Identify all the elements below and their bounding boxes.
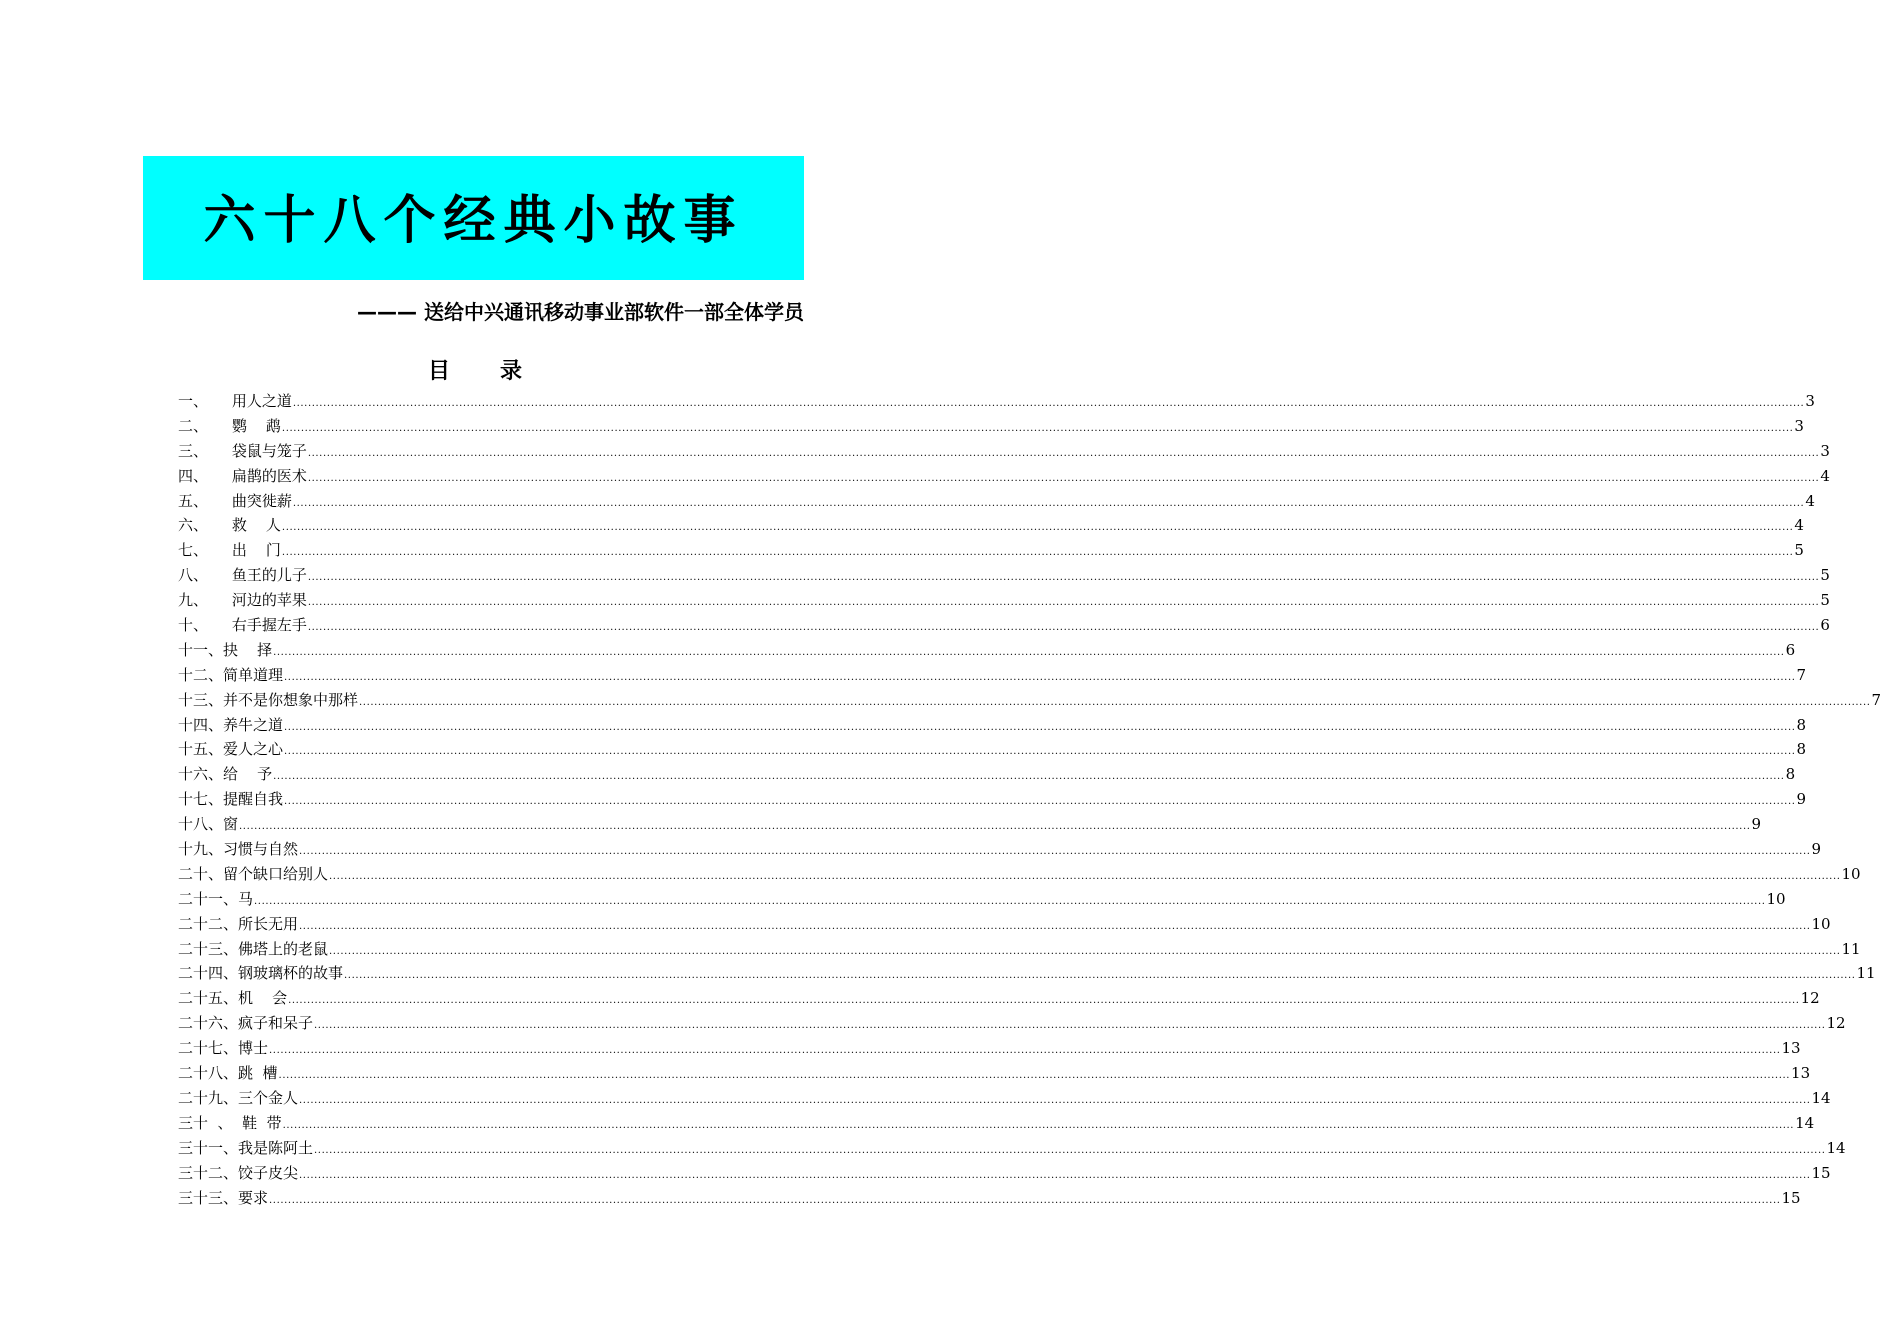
toc-entry[interactable] [178,1061,1811,1086]
toc-entry-label: 二、 鹦 鹉 [178,416,281,435]
toc-entry-label: 六、 救 人 [178,516,281,535]
toc-leader-dots: ................................................................................................................................................................................................................................................................................................................................................................................................................ [269,1194,1781,1206]
toc-entry[interactable] [178,787,1807,812]
toc-entry-page: 3 [1794,416,1804,435]
toc-leader-dots: ................................................................................................................................................................................................................................................................................................................................................................................................................ [273,646,1785,658]
toc-entry-label: 三十三、要求 [178,1188,269,1207]
toc-entry-page: 10 [1766,889,1786,908]
toc-entry[interactable] [178,588,1830,613]
toc-entry[interactable] [178,489,1815,514]
toc-entry-page: 9 [1811,840,1822,859]
toc-entry-label: 二十九、三个金人 [178,1088,299,1107]
toc-entry-label: 九、 河边的苹果 [178,591,307,610]
toc-entry-label: 四、 扁鹊的医术 [178,466,307,485]
toc-entry-page: 6 [1785,640,1796,659]
toc-heading-part2: 录 [500,359,523,384]
toc-leader-dots: ................................................................................................................................................................................................................................................................................................................................................................................................................ [299,1169,1811,1181]
toc-entry-page: 13 [1781,1039,1801,1058]
toc-leader-dots: ................................................................................................................................................................................................................................................................................................................................................................................................................ [307,472,1820,484]
toc-leader-dots: ................................................................................................................................................................................................................................................................................................................................................................................................................ [284,721,1796,733]
toc-leader-dots: ................................................................................................................................................................................................................................................................................................................................................................................................................ [269,1045,1781,1057]
toc-entry-page: 5 [1820,591,1830,610]
toc-entry-page: 3 [1805,392,1815,410]
toc-entry-page: 9 [1751,815,1762,834]
toc-entry-label: 二十五、机 会 [178,989,288,1008]
toc-entry[interactable] [178,1086,1831,1111]
toc-entry-page: 4 [1820,466,1830,485]
toc-entry-label: 二十三、佛塔上的老鼠 [178,939,329,958]
toc-entry-label: 七、 出 门 [178,541,281,560]
toc-entry-label: 二十一、马 [178,889,254,908]
toc-entry-page: 10 [1841,864,1861,883]
toc-entry-page: 14 [1811,1088,1831,1107]
toc-leader-dots: ................................................................................................................................................................................................................................................................................................................................................................................................................ [299,846,1811,858]
toc-entry[interactable] [178,713,1807,738]
toc-entry-page: 15 [1781,1188,1801,1207]
toc-entry-page: 6 [1820,616,1830,635]
toc-leader-dots: ................................................................................................................................................................................................................................................................................................................................................................................................................ [254,895,1766,907]
toc-entry-page: 7 [1796,665,1807,684]
title-banner [143,156,804,280]
toc-entry[interactable] [178,613,1830,638]
toc-entry-page: 8 [1796,715,1807,734]
toc-entry[interactable] [178,538,1804,563]
dedication-subtitle: ——— 送给中兴通讯移动事业部软件一部全体学员 [357,300,804,324]
toc-heading [0,354,950,385]
toc-leader-dots: ................................................................................................................................................................................................................................................................................................................................................................................................................ [278,1070,1791,1082]
toc-entry[interactable] [178,464,1830,489]
toc-leader-dots: ................................................................................................................................................................................................................................................................................................................................................................................................................ [284,671,1796,683]
toc-entry[interactable] [178,862,1861,887]
toc-entry[interactable] [178,688,1881,713]
toc-entry-label: 二十七、博士 [178,1039,269,1058]
toc-entry-label: 十四、养牛之道 [178,715,284,734]
toc-leader-dots: ................................................................................................................................................................................................................................................................................................................................................................................................................ [292,497,1805,509]
toc-entry-page: 5 [1794,541,1804,560]
toc-entry[interactable] [178,439,1830,464]
toc-leader-dots: ................................................................................................................................................................................................................................................................................................................................................................................................................ [282,1119,1795,1131]
toc-entry[interactable] [178,1036,1801,1061]
toc-entry[interactable] [178,887,1786,912]
toc-entry[interactable] [178,389,1815,414]
toc-entry-page: 14 [1795,1113,1815,1132]
toc-entry[interactable] [178,638,1796,663]
toc-entry-page: 13 [1791,1064,1811,1083]
toc-entry-label: 二十四、钢玻璃杯的故事 [178,964,344,983]
toc-entry-page: 15 [1811,1163,1831,1182]
toc-entry-page: 4 [1805,491,1815,510]
toc-entry-label: 八、 鱼王的儿子 [178,566,307,585]
toc-entry-label: 二十八、跳 槽 [178,1064,278,1083]
toc-entry-page: 9 [1796,790,1807,809]
toc-leader-dots: ................................................................................................................................................................................................................................................................................................................................................................................................................ [281,547,1794,559]
toc-entry[interactable] [178,837,1822,862]
toc-leader-dots: ................................................................................................................................................................................................................................................................................................................................................................................................................ [273,771,1785,783]
toc-entry-label: 三十二、饺子皮尖 [178,1163,299,1182]
toc-entry-page: 5 [1820,566,1830,585]
toc-entry-label: 三、 袋鼠与笼子 [178,441,307,460]
toc-entry-page: 12 [1800,989,1820,1008]
toc-entry-page: 12 [1826,1014,1846,1033]
toc-leader-dots: ................................................................................................................................................................................................................................................................................................................................................................................................................ [292,398,1805,409]
toc-entry-label: 五、 曲突徙薪 [178,491,292,510]
toc-entry[interactable] [178,563,1830,588]
toc-entry-label: 十一、抉 择 [178,640,273,659]
toc-entry-page: 3 [1820,441,1830,460]
toc-entry[interactable] [178,737,1807,762]
toc-entry-label: 二十二、所长无用 [178,914,299,933]
toc-leader-dots: ................................................................................................................................................................................................................................................................................................................................................................................................................ [299,920,1811,932]
toc-entry-label: 十、 右手握左手 [178,616,307,635]
toc-heading-part1: 目 [427,359,450,384]
toc-leader-dots: ................................................................................................................................................................................................................................................................................................................................................................................................................ [288,995,1800,1007]
toc-leader-dots: ................................................................................................................................................................................................................................................................................................................................................................................................................ [307,622,1820,634]
toc-entry[interactable] [178,663,1807,688]
toc-leader-dots: ................................................................................................................................................................................................................................................................................................................................................................................................................ [314,1144,1826,1156]
toc-leader-dots: ................................................................................................................................................................................................................................................................................................................................................................................................................ [307,572,1820,584]
toc-entry[interactable] [178,1136,1846,1161]
toc-entry-label: 一、 用人之道 [178,392,292,410]
toc-leader-dots: ................................................................................................................................................................................................................................................................................................................................................................................................................ [344,970,1856,982]
toc-entry-label: 十六、给 予 [178,765,273,784]
document-title: 六十八个经典小故事 [203,191,744,251]
toc-entry[interactable] [178,937,1861,962]
table-of-contents [178,389,1881,1210]
toc-entry-label: 十五、爱人之心 [178,740,284,759]
toc-entry-label: 十九、习惯与自然 [178,840,299,859]
toc-entry[interactable] [178,1161,1831,1186]
toc-entry[interactable] [178,414,1804,439]
toc-entry-page: 8 [1796,740,1807,759]
toc-leader-dots: ................................................................................................................................................................................................................................................................................................................................................................................................................ [284,796,1796,808]
toc-leader-dots: ................................................................................................................................................................................................................................................................................................................................................................................................................ [329,945,1841,957]
toc-entry[interactable] [178,812,1762,837]
toc-entry-label: 十八、窗 [178,815,239,834]
toc-entry[interactable] [178,762,1796,787]
toc-entry-page: 14 [1826,1138,1846,1157]
toc-entry-label: 十三、并不是你想象中那样 [178,690,359,709]
toc-leader-dots: ................................................................................................................................................................................................................................................................................................................................................................................................................ [307,597,1820,609]
toc-entry[interactable] [178,1011,1846,1036]
toc-entry-page: 10 [1811,914,1831,933]
toc-entry[interactable] [178,912,1831,937]
toc-leader-dots: ................................................................................................................................................................................................................................................................................................................................................................................................................ [281,522,1794,534]
toc-entry-page: 7 [1871,690,1881,709]
toc-entry-page: 4 [1794,516,1804,535]
toc-leader-dots: ................................................................................................................................................................................................................................................................................................................................................................................................................ [329,870,1841,882]
toc-entry-label: 十二、简单道理 [178,665,284,684]
toc-entry[interactable] [178,1111,1815,1136]
toc-entry-label: 三十一、我是陈阿土 [178,1138,314,1157]
toc-entry-label: 二十六、疯子和呆子 [178,1014,314,1033]
toc-entry[interactable] [178,513,1804,538]
toc-entry-page: 11 [1841,939,1861,958]
toc-leader-dots: ................................................................................................................................................................................................................................................................................................................................................................................................................ [359,696,1871,708]
toc-entry-page: 11 [1856,964,1876,983]
toc-entry[interactable] [178,986,1820,1011]
toc-entry[interactable] [178,1186,1801,1211]
toc-leader-dots: ................................................................................................................................................................................................................................................................................................................................................................................................................ [284,746,1796,758]
toc-leader-dots: ................................................................................................................................................................................................................................................................................................................................................................................................................ [307,447,1820,459]
toc-leader-dots: ................................................................................................................................................................................................................................................................................................................................................................................................................ [281,422,1794,434]
toc-entry-label: 二十、留个缺口给别人 [178,864,329,883]
toc-entry-label: 三十 、 鞋 带 [178,1113,282,1132]
toc-leader-dots: ................................................................................................................................................................................................................................................................................................................................................................................................................ [314,1020,1826,1032]
toc-entry-page: 8 [1785,765,1796,784]
toc-entry[interactable] [178,961,1876,986]
toc-leader-dots: ................................................................................................................................................................................................................................................................................................................................................................................................................ [239,821,1751,833]
toc-entry-label: 十七、提醒自我 [178,790,284,809]
toc-leader-dots: ................................................................................................................................................................................................................................................................................................................................................................................................................ [299,1094,1811,1106]
